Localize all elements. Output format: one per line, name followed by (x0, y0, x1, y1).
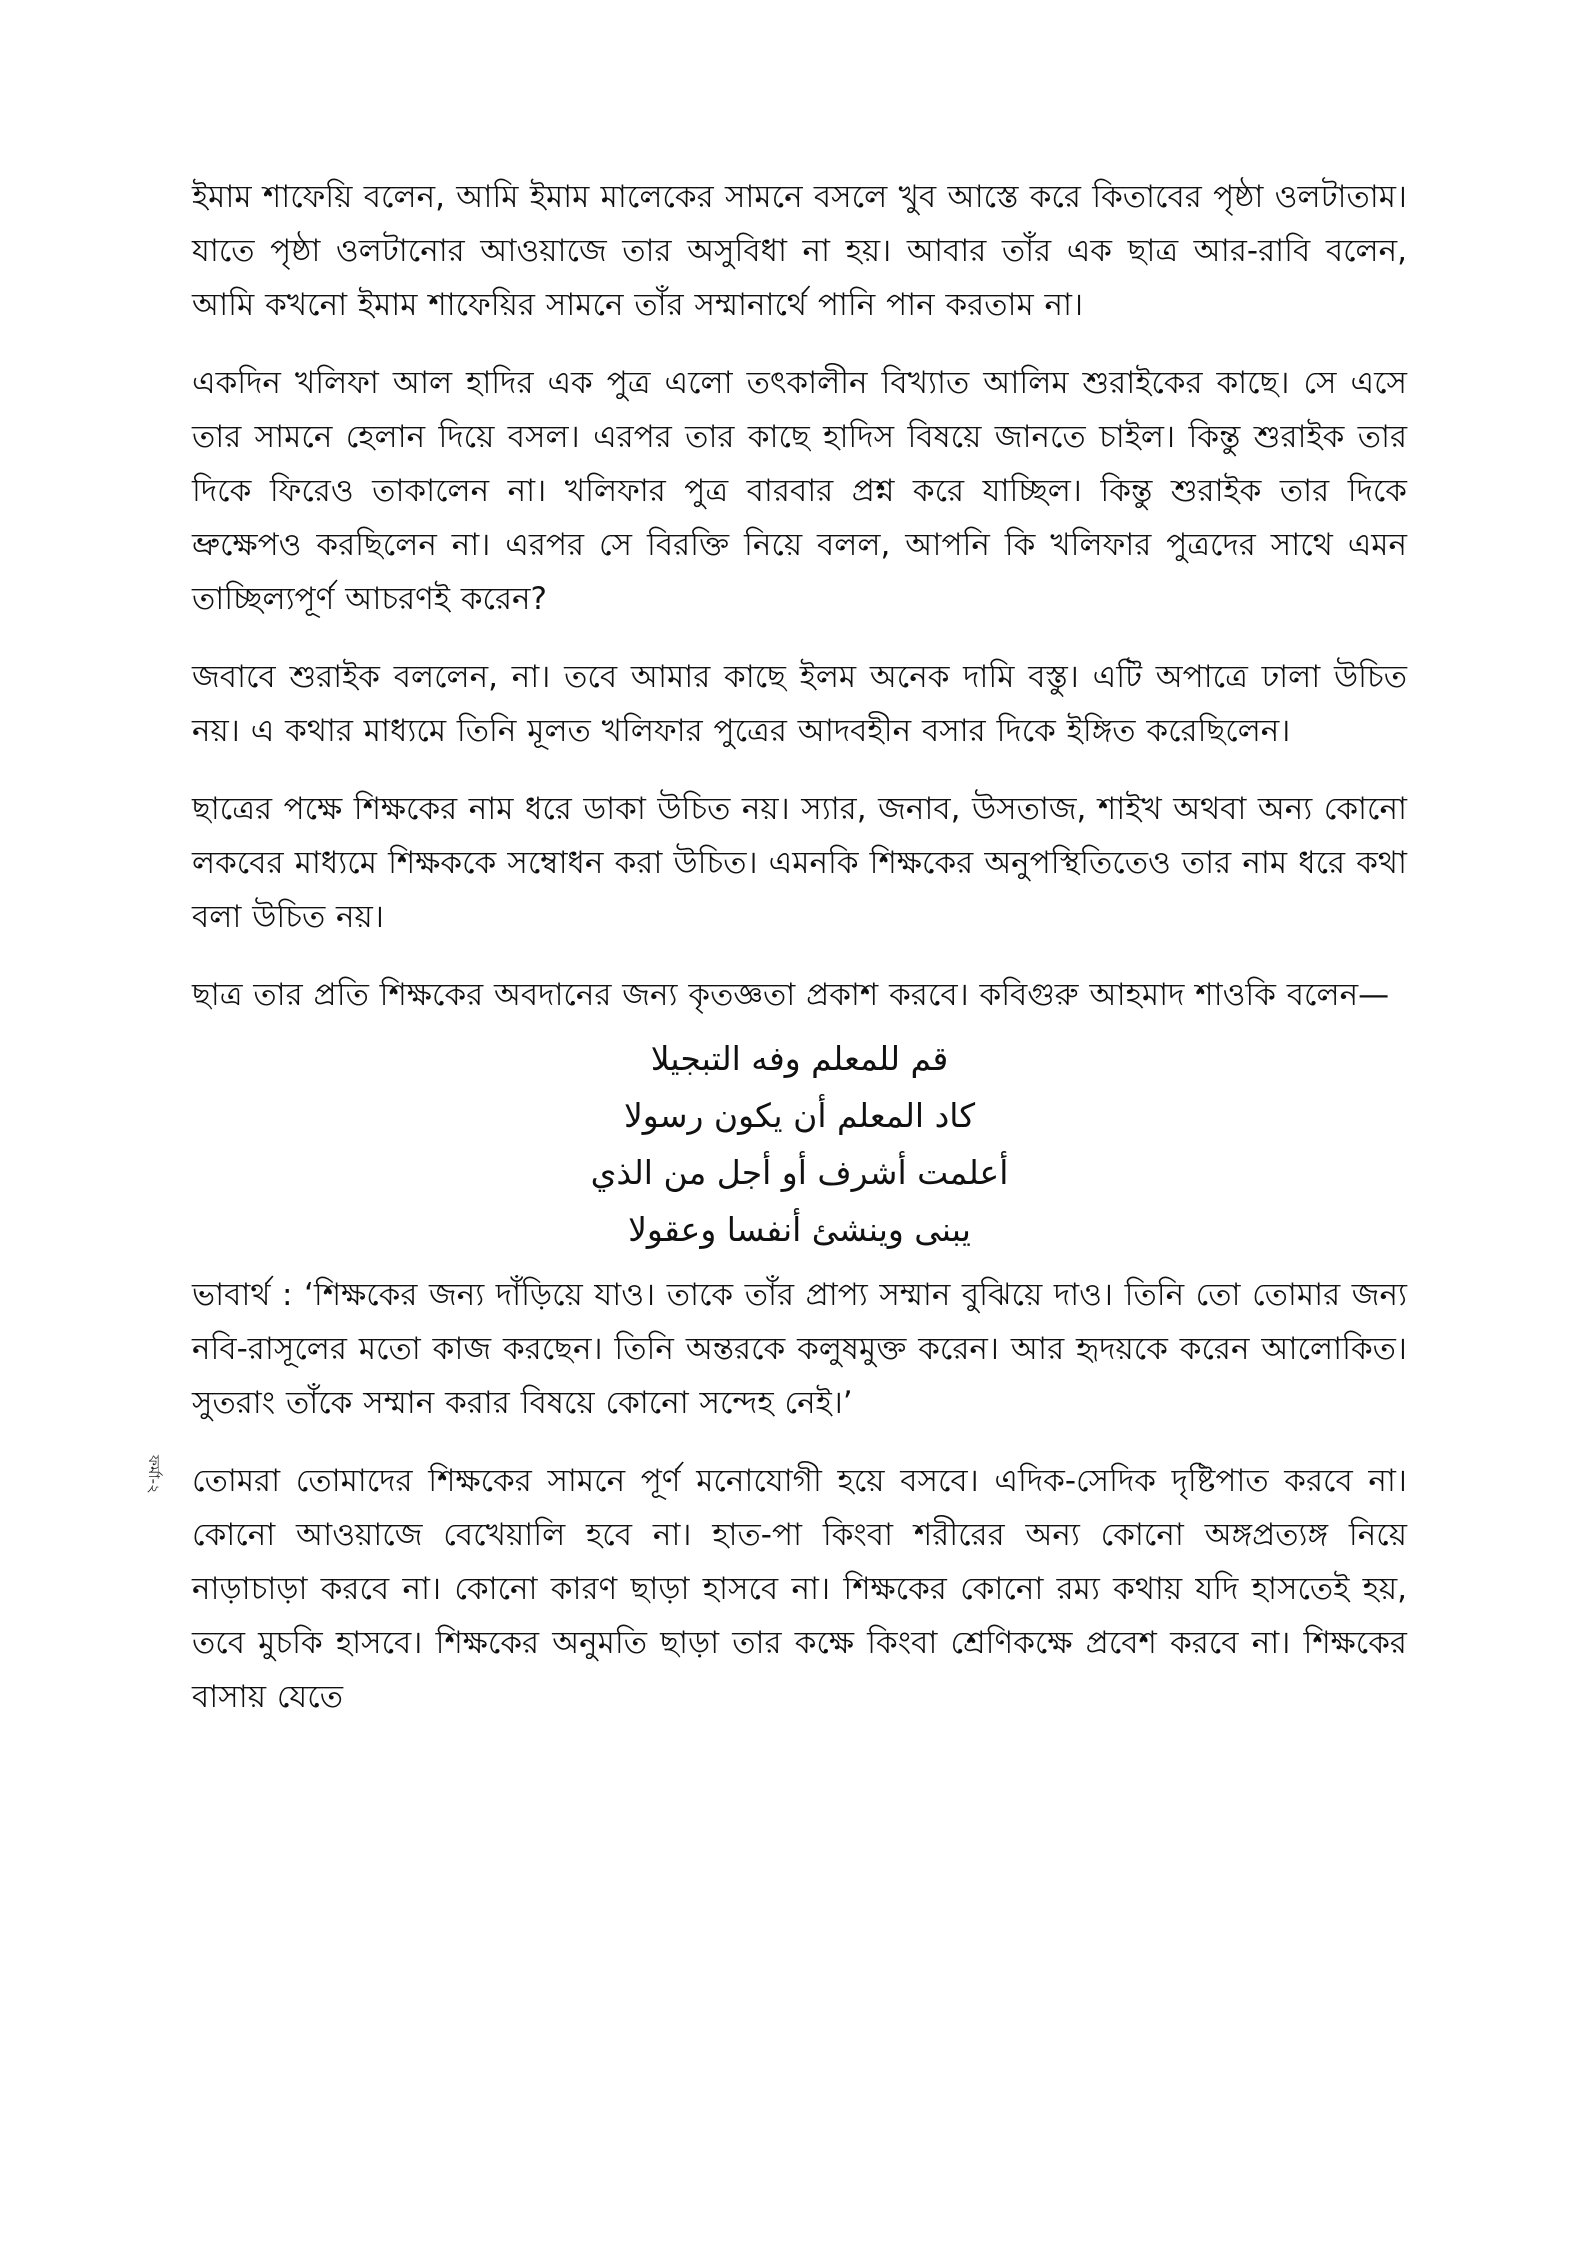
poem-line: يبنى وينشئ أنفسا وعقولا (628, 1210, 971, 1249)
poem-line: كاد المعلم أن يكون رسولا (623, 1096, 976, 1135)
paragraph-imam-shafei: ইমাম শাফেয়ি বলেন, আমি ইমাম মালেকের সামনে বসলে খুব আস্তে করে কিতাবের পৃষ্ঠা ওলটাতাম। যাতে পৃষ্ঠা ওলটানোর আওয়াজে তার অসুবিধা না হয়। আবার তাঁর এক ছাত্র আর-রাবি বলেন, আমি কখনো ইমাম শাফেয়ির সামনে তাঁর সম্মানার্থে পানি পান করতাম না। (192, 179, 1407, 323)
poem-line: أعلمت أشرف أو أجل من الذي (590, 1153, 1009, 1192)
forma-mark: ফর্মা-২ (145, 1455, 163, 1494)
paragraph-gratitude: ছাত্র তার প্রতি শিক্ষকের অবদানের জন্য কৃতজ্ঞতা প্রকাশ করবে। কবিগুরু আহমাদ শাওকি বলেন— (192, 977, 1390, 1013)
page-content (192, 170, 1407, 1748)
paragraph-shuraik-reply: জবাবে শুরাইক বললেন, না। তবে আমার কাছে ইলম অনেক দামি বস্তু। এটি অপাত্রে ঢালা উচিত নয়। এ কথার মাধ্যমে তিনি মূলত খলিফার পুত্রের আদবহীন বসার দিকে ইঙ্গিত করেছিলেন। (192, 659, 1407, 749)
paragraph-attentive: তোমরা তোমাদের শিক্ষকের সামনে পূর্ণ মনোযোগী হয়ে বসবে। এদিক-সেদিক দৃষ্টিপাত করবে না। কোনো আওয়াজে বেখেয়ালি হবে না। হাত-পা কিংবা শরীরের অন্য কোনো অঙ্গপ্রত্যঙ্গ নিয়ে নাড়াচাড়া করবে না। কোনো কারণ ছাড়া হাসবে না। শিক্ষকের কোনো রম্য কথায় যদি হাসতেই হয়, তবে মুচকি হাসবে। শিক্ষকের অনুমতি ছাড়া তার কক্ষে কিংবা শ্রেণিকক্ষে প্রবেশ করবে না। শিক্ষকের বাসায় যেতে (192, 1463, 1407, 1715)
paragraph-teacher-name: ছাত্রের পক্ষে শিক্ষকের নাম ধরে ডাকা উচিত নয়। স্যার, জনাব, উসতাজ, শাইখ অথবা অন্য কোনো লকবের মাধ্যমে শিক্ষককে সম্বোধন করা উচিত। এমনকি শিক্ষকের অনুপস্থিতিতেও তার নাম ধরে কথা বলা উচিত নয়। (192, 791, 1407, 935)
paragraph-khalifa-son: একদিন খলিফা আল হাদির এক পুত্র এলো তৎকালীন বিখ্যাত আলিম শুরাইকের কাছে। সে এসে তার সামনে হেলান দিয়ে বসল। এরপর তার কাছে হাদিস বিষয়ে জানতে চাইল। কিন্তু শুরাইক তার দিকে ফিরেও তাকালেন না। খলিফার পুত্র বারবার প্রশ্ন করে যাচ্ছিল। কিন্তু শুরাইক তার দিকে ভ্রুক্ষেপও করছিলেন না। এরপর সে বিরক্তি নিয়ে বলল, আপনি কি খলিফার পুত্রদের সাথে এমন তাচ্ছিল্যপূর্ণ আচরণই করেন? (192, 365, 1407, 617)
paragraph-meaning: ভাবার্থ : ‘শিক্ষকের জন্য দাঁড়িয়ে যাও। তাকে তাঁর প্রাপ্য সম্মান বুঝিয়ে দাও। তিনি তো তোমার জন্য নবি-রাসূলের মতো কাজ করছেন। তিনি অন্তরকে কলুষমুক্ত করেন। আর হৃদয়কে করেন আলোকিত। সুতরাং তাঁকে সম্মান করার বিষয়ে কোনো সন্দেহ নেই।’ (192, 1277, 1407, 1421)
arabic-poem (192, 1030, 1407, 1258)
poem-line: قم للمعلم وفه التبجيلا (650, 1039, 949, 1078)
